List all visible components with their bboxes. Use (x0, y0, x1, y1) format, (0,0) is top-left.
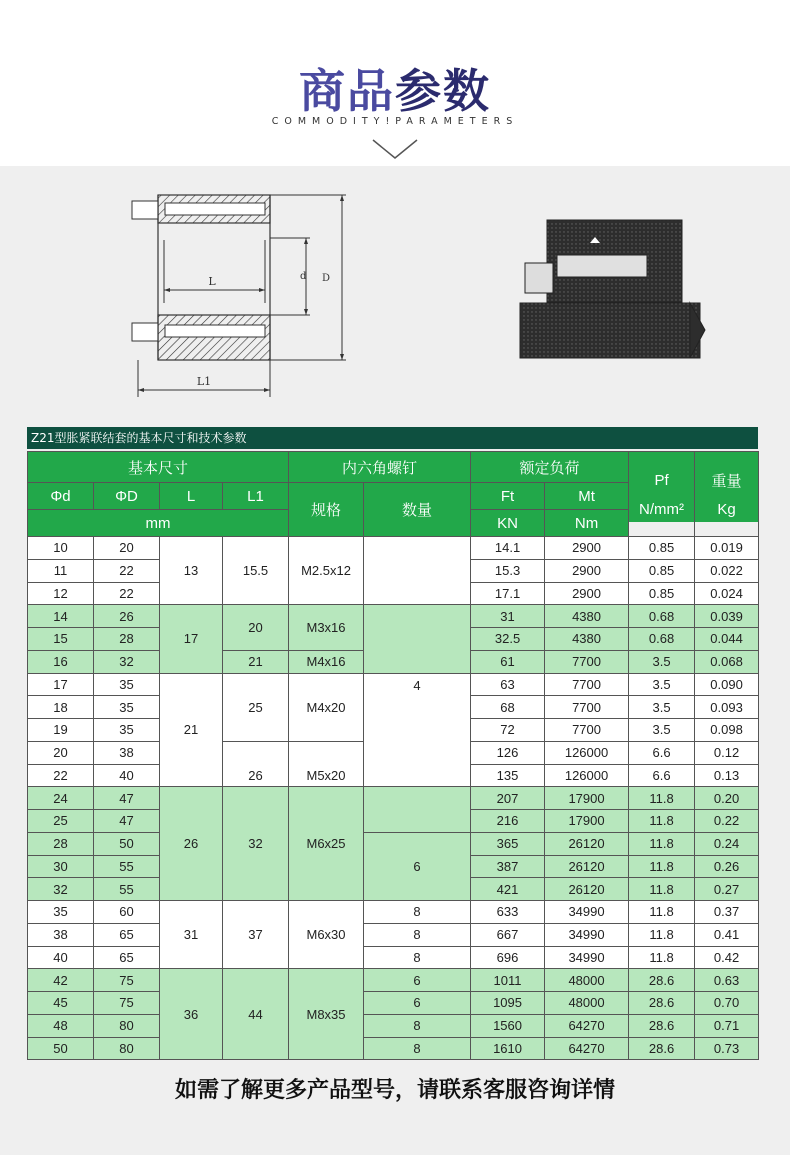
cell-D: 47 (94, 787, 160, 810)
cell-kg: 0.098 (695, 719, 759, 742)
cell-mt: 34990 (545, 901, 629, 924)
cell-ft: 15.3 (471, 559, 545, 582)
cell-L1: 25 (223, 673, 289, 741)
header-phiD: ΦD (94, 483, 160, 510)
spec-table (27, 451, 759, 1060)
dim-L-label: L (208, 275, 216, 288)
cell-d: 38 (28, 923, 94, 946)
header-ft: Ft (471, 483, 545, 510)
cell-mt: 4380 (545, 605, 629, 628)
cell-kg: 0.41 (695, 923, 759, 946)
table-row (28, 992, 759, 1015)
cell-ft: 32.5 (471, 628, 545, 651)
cell-mt: 4380 (545, 628, 629, 651)
header-unit-kn: KN (471, 510, 545, 537)
cell-D: 28 (94, 628, 160, 651)
cell-D: 60 (94, 901, 160, 924)
cell-D: 80 (94, 1037, 160, 1060)
installation-drawing (515, 215, 710, 365)
cell-d: 40 (28, 946, 94, 969)
cell-ft: 14.1 (471, 537, 545, 560)
cell-qty (364, 787, 471, 833)
header-rated-load: 额定负荷 (471, 452, 629, 483)
cell-mt: 7700 (545, 719, 629, 742)
cell-d: 48 (28, 1014, 94, 1037)
cell-ft: 696 (471, 946, 545, 969)
header-phid: Φd (28, 483, 94, 510)
cell-pf: 0.68 (629, 605, 695, 628)
cell-mt: 64270 (545, 1014, 629, 1037)
cell-L1: 26 (223, 741, 289, 787)
cell-kg: 0.068 (695, 650, 759, 673)
cell-spec: M6x30 (289, 901, 364, 969)
header-screw: 内六角螺钉 (289, 452, 471, 483)
table-row (28, 901, 759, 924)
cell-d: 16 (28, 650, 94, 673)
cell-mt: 126000 (545, 764, 629, 787)
cell-ft: 387 (471, 855, 545, 878)
cell-mt: 26120 (545, 878, 629, 901)
cell-kg: 0.73 (695, 1037, 759, 1060)
page-title-part1: 商品 (299, 64, 395, 118)
table-row (28, 1037, 759, 1060)
table-title: Z21型胀紧联结套的基本尺寸和技术参数 (27, 427, 758, 449)
cell-mt: 34990 (545, 923, 629, 946)
cell-d: 18 (28, 696, 94, 719)
cell-ft: 63 (471, 673, 545, 696)
cell-L: 26 (160, 787, 223, 901)
cell-ft: 1610 (471, 1037, 545, 1060)
cell-D: 75 (94, 992, 160, 1015)
cell-mt: 126000 (545, 741, 629, 764)
cell-ft: 1095 (471, 992, 545, 1015)
cell-d: 45 (28, 992, 94, 1015)
cell-d: 20 (28, 741, 94, 764)
cell-kg: 0.20 (695, 787, 759, 810)
cell-kg: 0.70 (695, 992, 759, 1015)
cell-L1: 21 (223, 650, 289, 673)
cell-d: 30 (28, 855, 94, 878)
cell-qty: 6 (364, 832, 471, 900)
cell-mt: 17900 (545, 810, 629, 833)
cell-d: 35 (28, 901, 94, 924)
cell-d: 19 (28, 719, 94, 742)
cell-pf: 11.8 (629, 832, 695, 855)
cell-d: 11 (28, 559, 94, 582)
cell-kg: 0.090 (695, 673, 759, 696)
cell-mt: 26120 (545, 832, 629, 855)
header-mt: Mt (545, 483, 629, 510)
cell-kg: 0.37 (695, 901, 759, 924)
cell-ft: 135 (471, 764, 545, 787)
cell-d: 32 (28, 878, 94, 901)
cell-ft: 207 (471, 787, 545, 810)
page-title (0, 55, 790, 121)
cell-pf: 0.85 (629, 559, 695, 582)
chevron-down-icon (372, 138, 418, 160)
table-row (28, 1014, 759, 1037)
cell-pf: 0.68 (629, 628, 695, 651)
cell-ft: 31 (471, 605, 545, 628)
table-row (28, 787, 759, 810)
dim-L1-label: L1 (196, 375, 212, 388)
header-unit-mm: mm (28, 510, 289, 537)
cell-D: 50 (94, 832, 160, 855)
cell-qty (364, 537, 471, 605)
cell-qty: 6 (364, 969, 471, 992)
contact-footer: 如需了解更多产品型号，请联系客服咨询详情 (174, 1078, 615, 1103)
cell-D: 55 (94, 878, 160, 901)
cell-qty: 6 (364, 992, 471, 1015)
cell-ft: 17.1 (471, 582, 545, 605)
cell-L1: 15.5 (223, 537, 289, 605)
cell-pf: 3.5 (629, 719, 695, 742)
cell-D: 22 (94, 582, 160, 605)
cell-D: 80 (94, 1014, 160, 1037)
cell-mt: 26120 (545, 855, 629, 878)
cell-ft: 667 (471, 923, 545, 946)
cell-kg: 0.12 (695, 741, 759, 764)
cell-pf: 3.5 (629, 650, 695, 673)
cell-spec: M6x25 (289, 787, 364, 901)
cell-L1: 37 (223, 901, 289, 969)
cell-pf: 0.85 (629, 537, 695, 560)
cell-D: 47 (94, 810, 160, 833)
cell-ft: 61 (471, 650, 545, 673)
header-unit-nm: Nm (545, 510, 629, 537)
cell-pf: 11.8 (629, 855, 695, 878)
cell-pf: 11.8 (629, 787, 695, 810)
cell-D: 75 (94, 969, 160, 992)
cell-D: 38 (94, 741, 160, 764)
cell-kg: 0.039 (695, 605, 759, 628)
cell-L1: 44 (223, 969, 289, 1060)
cell-d: 14 (28, 605, 94, 628)
table-row (28, 946, 759, 969)
cell-D: 26 (94, 605, 160, 628)
cell-spec: M5x20 (289, 741, 364, 787)
cell-qty: 4 (364, 673, 471, 787)
cell-ft: 633 (471, 901, 545, 924)
cell-d: 17 (28, 673, 94, 696)
cell-d: 28 (28, 832, 94, 855)
cell-D: 20 (94, 537, 160, 560)
cell-mt: 7700 (545, 673, 629, 696)
cell-kg: 0.27 (695, 878, 759, 901)
cell-D: 55 (94, 855, 160, 878)
table-row (28, 923, 759, 946)
cell-pf: 11.8 (629, 946, 695, 969)
cell-d: 12 (28, 582, 94, 605)
cell-kg: 0.019 (695, 537, 759, 560)
cell-kg: 0.63 (695, 969, 759, 992)
cell-kg: 0.044 (695, 628, 759, 651)
cell-mt: 7700 (545, 696, 629, 719)
cell-L1: 32 (223, 787, 289, 901)
cell-kg: 0.093 (695, 696, 759, 719)
header-basic-size: 基本尺寸 (28, 452, 289, 483)
cell-d: 15 (28, 628, 94, 651)
cell-kg: 0.13 (695, 764, 759, 787)
cell-qty (364, 605, 471, 673)
cell-spec: M2.5x12 (289, 537, 364, 605)
cell-pf: 11.8 (629, 810, 695, 833)
cell-pf: 0.85 (629, 582, 695, 605)
cell-L: 31 (160, 901, 223, 969)
cell-d: 24 (28, 787, 94, 810)
cell-D: 35 (94, 719, 160, 742)
cell-kg: 0.42 (695, 946, 759, 969)
coupling-section-drawing (120, 185, 360, 400)
cell-qty: 8 (364, 1014, 471, 1037)
cell-ft: 1011 (471, 969, 545, 992)
cell-pf: 3.5 (629, 696, 695, 719)
cell-pf: 6.6 (629, 764, 695, 787)
cell-mt: 2900 (545, 537, 629, 560)
page-subtitle: COMMODITY!PARAMETERS (271, 116, 519, 127)
cell-L: 36 (160, 969, 223, 1060)
table-row (28, 537, 759, 560)
header-spec: 规格 (289, 483, 364, 537)
cell-pf: 3.5 (629, 673, 695, 696)
cell-pf: 28.6 (629, 992, 695, 1015)
cell-mt: 2900 (545, 559, 629, 582)
cell-pf: 6.6 (629, 741, 695, 764)
cell-L1: 20 (223, 605, 289, 651)
cell-pf: 28.6 (629, 1014, 695, 1037)
cell-mt: 17900 (545, 787, 629, 810)
cell-D: 32 (94, 650, 160, 673)
cell-D: 22 (94, 559, 160, 582)
cell-L: 17 (160, 605, 223, 673)
cell-L: 21 (160, 673, 223, 787)
cell-mt: 2900 (545, 582, 629, 605)
header-qty: 数量 (364, 483, 471, 537)
cell-mt: 48000 (545, 992, 629, 1015)
cell-L: 13 (160, 537, 223, 605)
cell-spec: M4x16 (289, 650, 364, 673)
header-unit-pf: N/mm² (629, 496, 695, 523)
cell-d: 10 (28, 537, 94, 560)
cell-D: 35 (94, 696, 160, 719)
cell-d: 25 (28, 810, 94, 833)
cell-kg: 0.24 (695, 832, 759, 855)
cell-ft: 126 (471, 741, 545, 764)
cell-ft: 1560 (471, 1014, 545, 1037)
dim-d-label: d (300, 271, 307, 282)
header-unit-kg: Kg (695, 496, 759, 523)
header-banner (0, 0, 790, 166)
cell-kg: 0.22 (695, 810, 759, 833)
cell-qty: 8 (364, 946, 471, 969)
cell-D: 35 (94, 673, 160, 696)
cell-ft: 216 (471, 810, 545, 833)
cell-ft: 365 (471, 832, 545, 855)
cell-kg: 0.71 (695, 1014, 759, 1037)
table-row (28, 673, 759, 696)
header-pf: Pf (629, 452, 695, 510)
cell-mt: 64270 (545, 1037, 629, 1060)
cell-ft: 421 (471, 878, 545, 901)
cell-mt: 7700 (545, 650, 629, 673)
cell-pf: 28.6 (629, 969, 695, 992)
cell-ft: 68 (471, 696, 545, 719)
header-weight: 重量 (695, 452, 759, 510)
cell-spec: M8x35 (289, 969, 364, 1060)
cell-pf: 11.8 (629, 923, 695, 946)
cell-pf: 11.8 (629, 878, 695, 901)
dim-D-label: D (322, 273, 331, 284)
cell-qty: 8 (364, 1037, 471, 1060)
table-row (28, 832, 759, 855)
cell-qty: 8 (364, 901, 471, 924)
cell-D: 65 (94, 923, 160, 946)
cell-D: 65 (94, 946, 160, 969)
cell-pf: 11.8 (629, 901, 695, 924)
header-L: L (160, 483, 223, 510)
cell-d: 42 (28, 969, 94, 992)
cell-spec: M3x16 (289, 605, 364, 651)
cell-d: 22 (28, 764, 94, 787)
cell-ft: 72 (471, 719, 545, 742)
table-row (28, 969, 759, 992)
cell-mt: 48000 (545, 969, 629, 992)
cell-qty: 8 (364, 923, 471, 946)
cell-spec: M4x20 (289, 673, 364, 741)
cell-kg: 0.26 (695, 855, 759, 878)
header-L1: L1 (223, 483, 289, 510)
cell-pf: 28.6 (629, 1037, 695, 1060)
spec-table-body (28, 537, 759, 1060)
cell-kg: 0.022 (695, 559, 759, 582)
page-title-part2: 参数 (395, 64, 491, 118)
cell-kg: 0.024 (695, 582, 759, 605)
cell-D: 40 (94, 764, 160, 787)
table-row (28, 605, 759, 628)
cell-mt: 34990 (545, 946, 629, 969)
cell-d: 50 (28, 1037, 94, 1060)
